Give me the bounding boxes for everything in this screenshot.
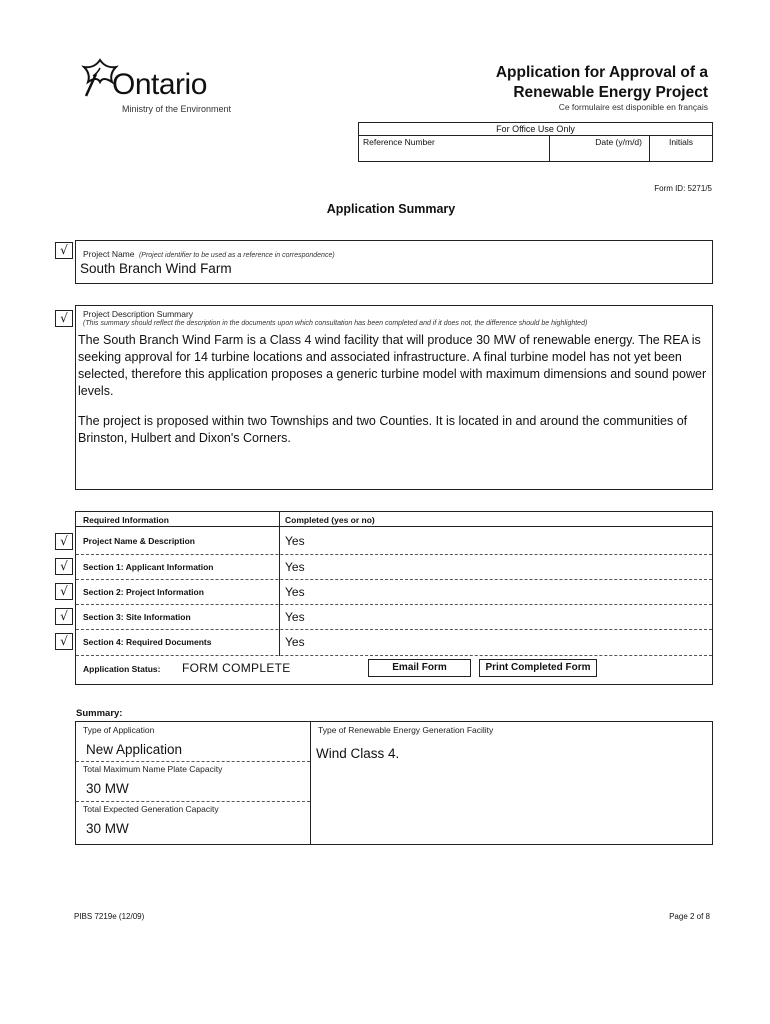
type-of-application-value[interactable]: New Application [86, 742, 183, 757]
office-use-box [358, 122, 713, 162]
form-code: PIBS 7219e (12/09) [74, 912, 145, 921]
summary-box [75, 721, 713, 845]
facility-type-value[interactable]: Wind Class 4. [316, 746, 400, 761]
row-completed-value[interactable]: Yes [285, 610, 305, 624]
row-label: Section 4: Required Documents [83, 637, 212, 647]
project-name-input[interactable]: South Branch Wind Farm [80, 261, 232, 276]
expected-generation-label: Total Expected Generation Capacity [83, 804, 219, 814]
form-title-line1: Application for Approval of a [495, 64, 708, 81]
application-summary-title: Application Summary [326, 202, 456, 216]
row-label: Section 2: Project Information [83, 587, 204, 597]
table-row [76, 554, 712, 580]
checkbox-project-name-description[interactable]: √ [55, 533, 73, 550]
project-name-checkbox[interactable]: √ [55, 242, 73, 259]
row-completed-value[interactable]: Yes [285, 585, 305, 599]
project-description-paragraph-1: The South Branch Wind Farm is a Class 4 wind facility that will produce 30 MW of renewable energy. The REA is seeking approval for 14 turbine locations and associated infrastructure. A final turbine model has not yet been selected, therefore this application proposes a generic turbine model with maximum dimensions and sound power levels. [78, 333, 707, 398]
checkbox-section-3[interactable]: √ [55, 608, 73, 625]
summary-divider [76, 801, 310, 802]
french-availability-note: Ce formulaire est disponible en français [558, 102, 708, 112]
row-label: Project Name & Description [83, 536, 195, 546]
row-completed-value[interactable]: Yes [285, 534, 305, 548]
completed-header: Completed (yes or no) [285, 515, 375, 525]
ontario-logo-text: Ontario [112, 68, 207, 101]
date-field [550, 136, 642, 161]
status-divider [76, 655, 712, 656]
row-label: Section 1: Applicant Information [83, 562, 214, 572]
project-name-label: Project Name [83, 249, 135, 259]
email-form-button[interactable]: Email Form [368, 659, 471, 677]
project-description-textarea[interactable] [78, 332, 708, 460]
facility-type-label: Type of Renewable Energy Generation Facility [318, 725, 494, 735]
initials-label: Initials [668, 137, 694, 147]
project-description-paragraph-2: The project is proposed within two Townships and two Counties. It is located in and around the communities of Brinston, Hulbert and Dixon's Corners. [78, 414, 688, 445]
table-row [76, 629, 712, 655]
print-completed-form-button[interactable]: Print Completed Form [479, 659, 597, 677]
summary-column-divider [310, 722, 311, 844]
office-use-heading: For Office Use Only [359, 123, 712, 136]
date-label: Date (y/m/d) [595, 137, 642, 147]
project-description-box [75, 305, 713, 490]
page-number: Page 2 of 8 [669, 912, 710, 921]
name-plate-capacity-label: Total Maximum Name Plate Capacity [83, 764, 223, 774]
summary-divider [76, 761, 310, 762]
initials-field [649, 136, 712, 161]
table-row [76, 529, 712, 554]
form-title-line2: Renewable Energy Project [513, 84, 708, 101]
type-of-application-label: Type of Application [83, 725, 155, 735]
reference-number-field [363, 136, 550, 161]
row-label: Section 3: Site Information [83, 612, 191, 622]
header-divider [76, 526, 712, 527]
table-row [76, 604, 712, 630]
application-status-value: FORM COMPLETE [182, 661, 291, 675]
checkbox-section-4[interactable]: √ [55, 633, 73, 650]
table-row [76, 579, 712, 605]
project-name-hint: (Project identifier to be used as a reference in correspondence) [138, 252, 335, 259]
row-completed-value[interactable]: Yes [285, 560, 305, 574]
project-description-label: Project Description Summary [83, 309, 194, 319]
application-status-label: Application Status: [83, 664, 161, 674]
project-name-box [75, 240, 713, 284]
expected-generation-value[interactable]: 30 MW [86, 821, 129, 836]
form-id: Form ID: 5271/5 [654, 184, 712, 193]
required-information-table [75, 511, 713, 685]
name-plate-capacity-value[interactable]: 30 MW [86, 781, 129, 796]
project-description-hint: (This summary should reflect the description in the documents upon which consultation has been completed and if it does not, the difference should be highlighted) [83, 320, 588, 327]
project-description-checkbox[interactable]: √ [55, 310, 73, 327]
ministry-name: Ministry of the Environment [122, 104, 232, 114]
required-information-header: Required Information [83, 515, 169, 525]
project-name-label-row [83, 244, 335, 262]
summary-heading: Summary: [76, 708, 123, 719]
checkbox-section-2[interactable]: √ [55, 583, 73, 600]
checkbox-section-1[interactable]: √ [55, 558, 73, 575]
reference-number-label: Reference Number [363, 137, 435, 147]
row-completed-value[interactable]: Yes [285, 635, 305, 649]
